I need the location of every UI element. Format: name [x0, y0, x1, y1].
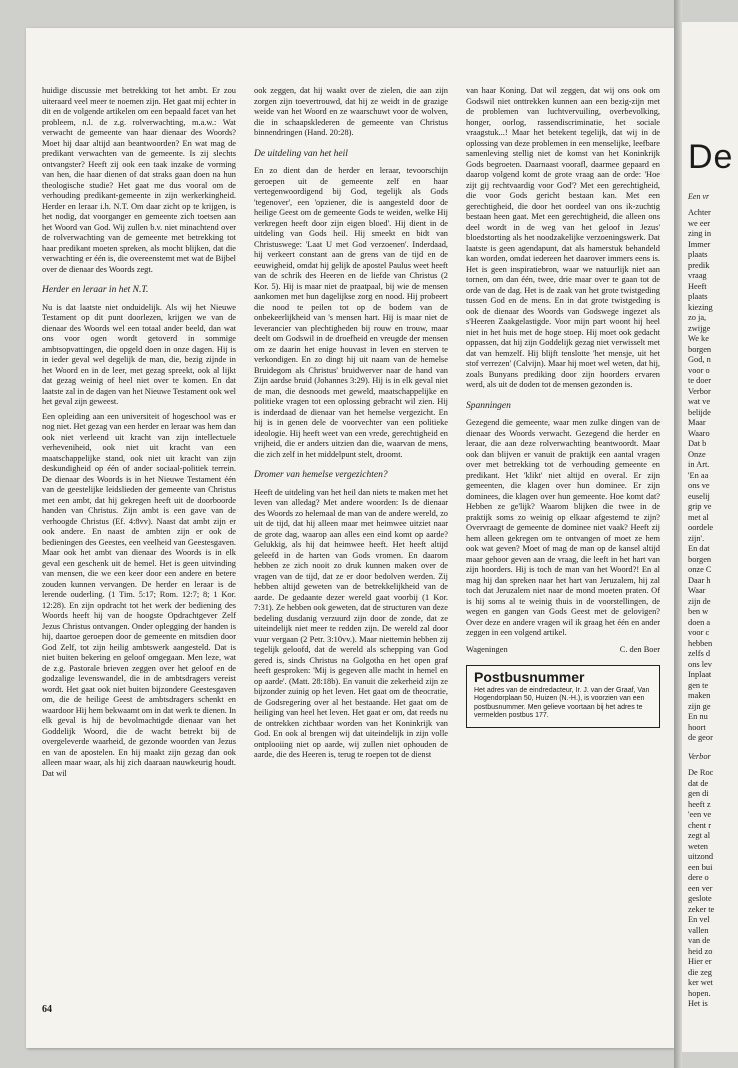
right-page-line: Heeft	[688, 281, 707, 291]
right-page-line: dere o	[688, 873, 709, 882]
paragraph: van haar Koning. Dat wil zeggen, dat wij ons ook om Godswil niet onttrekken kunnen aan een bezig-zijn met de problemen van luchtvervuiling, overbevolking, honger, oorlog, rassendiscriminatie, het sociale vraagstuk...! Maar het betekent tegelijk, dat wij in de oplossing van deze problemen in een menselijke, leefbare samenleving stellig niet de komst van het Koninkrijk Gods begroeten. Daarnaast voorafl, daarmee gepaard en daarop volgend komt de grote vraag aan de orde: 'Hoe zijt gij rechtvaardig voor God'? Met een gerechtigheid, die voor Gods gericht bestaan kan. Met een gerechtigheid, die door het oordeel van ons ik-zuchtig bestaan heen gaat. Met een gerechtigheid, die alleen ons deel wordt in de weg van het geloof in Jezus' bloedstorting als het noodzakelijke verzoeningswerk. Dat laatste is geen agendapunt, dat als hamerstuk behandeld kan worden, omdat iedereen het daarover immers eens is. Het is geen inspiratiebron, waar we natuurlijk niet aan tornen, om dan één, twee, drie maar over te gaan tot de orde van de dag. Het is de zaak van het grote twistgeding tussen God en de mens. En in dat grote twistgeding is ook de dienaar des Woords van Godswege ingezet als s'Heeren Zaakgelastigde. Voor mijn part woont hij heel niet in het huis met de hoge stoep. Hij moet ook gedacht oppassen, dat hij zijn Goddelijk gezag niet verwisselt met dat van hemzelf. Hij blijft tenslotte 'het mensje, uit het stof verrezen' (Calvijn). Maar hij moet wel weten, dat hij, zoals Bunyans prediking door zijn hoorders ervaren werd, als uit de doden tot de mensen gezonden is.	[466, 86, 660, 389]
article-column-2	[254, 86, 448, 765]
right-page-lines-2	[688, 768, 738, 1010]
right-page-line: zijn ge	[688, 701, 711, 711]
paragraph: Een opleiding aan een universiteit of hogeschool was er nog niet. Het gezag van een herder en leraar was hem dan ook niet verleend uit kracht van zijn intellectuele verheveniheid, ook niet uit kracht van een maatschappelijke stand, ook niet uit kracht van zijn deskundigheid op één of ander sociaal-politiek terrein. De dienaar des Woords is in het Nieuwe Testament één van de geestelijke leidslieden der gemeente van Christus met een ambt, dat hij gekregen heeft uit de doorboorde handen van Christus. Zijn ambt is een gave van de verhoogde Christus (Ef. 4:8vv). Naast dat ambt zijn er ook andere. En naast de ambten zijn er ook de bedieningen des Geestes, een veelheid van Geestesgaven. Maar ook het ambt van dienaar des Woords is in elk geval een geschenk uit de hemel. Het is geen uitvinding van mensen, die we een keer door een andere en betere zouden kunnen vervangen. De herder en leraar is de lerende ouderling. (1 Tim. 5:17; Rom. 12:7; 8; 1 Kor. 12:28). En zijn opdracht tot het werk der bediening des Woords heeft hij van de hoogste Opdrachtgever Zelf Jezus Christus ontvangen. Onder oplegging der handen is hij, daartoe geroepen door de gemeente en mitsdien door God Zelf, tot zijn heilig ambtswerk aangesteld. Dat is niet buiten bekering en geloof omgegaan. Men leze, wat de z.g. Pastorale brieven zeggen over het geloof en de godzalige levenswandel, die in de ambtsdragers vereist wordt. Het gaat ook niet buiten bijzondere Geestesgaven om, die de heilige Geest de ambtsdragers schenkt en waardoor Hij hem bekwaamt om in dat werk te dienen. In elk geval is hij de bevolmachtigde dienaar van het Goddelijk Woord, die de wacht betrekt bij de overgeleverde waarheid, de gezonde woorden van Jezus en van de apostelen. En hij maakt zijn gezag dan ook alleen maar waar, als hij zich daaraan nauwkeurig houdt. Dat wil	[42, 411, 236, 778]
right-page-line: zijn de	[688, 596, 711, 606]
right-page-line: 'een ve	[688, 810, 712, 819]
right-page-line: zo ja,	[688, 313, 707, 322]
notice-body: Het adres van de eindredacteur, Ir. J. van der Graaf, Van Hogendorplaan 50, Huizen (N.-H.), is voorzien van een postbusnummer. Men gelieve voortaan bij het adres te vermelden postbus 177.	[474, 686, 650, 719]
right-page-line: euselij	[688, 491, 710, 501]
right-page-line: ons lev	[688, 659, 712, 669]
right-page-line: zeker te	[688, 904, 715, 914]
right-page-line: chent r	[688, 820, 712, 830]
right-page-line: hopen.	[688, 988, 711, 998]
right-page-line: Hier er	[688, 957, 712, 966]
right-page-line: zijn'.	[688, 533, 705, 543]
right-page-line: Inplaat	[688, 670, 712, 679]
right-page-line: vraag	[688, 271, 707, 280]
right-page-line: De Roc	[688, 768, 714, 777]
right-page-line: borgen	[688, 344, 712, 354]
right-page-line: heeft z	[688, 799, 711, 809]
right-page-line: oordele	[688, 523, 714, 532]
right-page-line: Maar	[688, 418, 706, 427]
section-heading: Dromer van hemelse vergezichten?	[254, 470, 388, 480]
right-page-line: ons ve	[688, 481, 710, 490]
article-column-1	[42, 86, 236, 783]
right-page-line: gen te	[688, 680, 709, 690]
page-number: 64	[42, 1004, 52, 1015]
right-page-line: Verbor	[688, 386, 711, 396]
postbus-notice-box	[466, 665, 660, 728]
right-page-line: Het is	[688, 999, 708, 1008]
right-page-line: En vel	[688, 915, 710, 924]
signature-author: C. den Boer	[619, 644, 660, 654]
right-page-line: een bui	[688, 862, 713, 872]
section-heading: Herder en leraar in het N.T.	[42, 285, 149, 295]
right-page-line: plaats	[688, 292, 708, 301]
notice-title: Postbusnummer	[474, 669, 585, 685]
article-signature	[466, 645, 660, 656]
paragraph: En zo dient dan de herder en leraar, tevoorschijn geroepen uit de gemeente zelf en haar vertegenwoordigend bij God, tegelijk als Gods 'tegenover', een 'opziener, die is aangesteld door de heilige Geest om de gemeente Gods te weiden, welke Hij verkregen heeft door zijn eigen bloed'. Hij dient in de uitdeling van Gods heil. Hij smeekt en bidt van Christuswege: 'Laat U met God verzoenen'. Inderdaad, hij verkeert constant aan de grens van de tijd en de eeuwigheid, omdat hij gelijk de apostel Paulus weet heeft van de schrik des Heeren en de liefde van Christus (2 Kor. 5). Hij is maar niet de praatpaal, bij wie de mensen aankomen met hun dagelijkse zorg en nood. Hij probeert die nood te peilen tot op de bodem van de onbekeerlijkheid van 's mensen hart. Hij is maar niet de leverancier van plechtigheden bij rouw en trouw, maar deelt om Godswil in de droefheid en vreugde der mensen om ze daarin het enige houvast in leven en sterven te verkondigen. En zo dingt hij uit naam van de hemelse Bruidegom als Christus' bruidwerver naar de hand van Zijn aardse bruid (Johannes 3:29). Hij is in elk geval niet de man, die desnoods met geweld, maatschappelijke en politieke vragen tot een oplossing gebracht wil zien. Hij is inderdaad de dienaar van het hemelse vergezicht. En hij is in genen dele de voorvechter van een politieke ideologie. Hij heeft weet van een vrede, gerechtigheid en vrijheid, die er anders uitzien dan die, waarvan de mens, die zich zelf in het middelpunt stelt, droomt.	[254, 166, 448, 459]
right-page-line: dat de	[688, 778, 709, 788]
right-page-line: te doer	[688, 376, 712, 385]
signature-place: Wageningen	[466, 644, 508, 654]
right-page-line: wat ve	[688, 397, 711, 406]
right-page-line: voor o	[688, 365, 710, 375]
right-page-line: vallen	[688, 925, 709, 935]
right-page-line: Onze	[688, 449, 706, 459]
section-heading: Spanningen	[466, 400, 511, 411]
right-page-line: in Art.	[688, 460, 710, 469]
right-page-line: zwijge	[688, 323, 711, 333]
right-page-line: hoort	[688, 722, 706, 732]
right-page-subtitle: Een vr	[688, 192, 710, 201]
right-page-line: Waar	[688, 586, 706, 595]
right-page-line: maken	[688, 691, 711, 700]
right-page-line: zegt al	[688, 831, 711, 840]
article-column-3	[466, 86, 660, 728]
right-page-line: van de	[688, 936, 711, 945]
right-page-line: Waaro	[688, 428, 710, 438]
right-page-line: belijde	[688, 407, 711, 417]
right-page-line: ker wet	[688, 978, 713, 987]
right-page-line: geslote	[688, 894, 712, 903]
right-page-line: doen a	[688, 617, 711, 627]
right-page-line: Daar h	[688, 575, 711, 585]
magazine-page-right	[682, 22, 738, 1052]
right-page-line: met al	[688, 512, 709, 522]
right-page-line: onze C	[688, 565, 712, 574]
right-page-line: Achter	[688, 208, 711, 217]
right-page-line: weten	[688, 841, 708, 851]
right-page-text	[688, 208, 738, 1010]
paragraph: ook zeggen, dat hij waakt over de zielen, die aan zijn zorgen zijn toevertrouwd, dat hij ze weidt in de grazige weide van het Woord en ze waarschuwt voor de wolven, die in schaapsklederen de gemeente van Christus binnendringen (Hand. 20:28).	[254, 86, 448, 137]
right-page-line: En dat	[688, 544, 710, 553]
right-page-line: de geor	[688, 733, 713, 742]
right-page-line: grip ve	[688, 502, 712, 511]
right-page-line: heid zo	[688, 946, 713, 956]
right-page-line: ben w	[688, 607, 709, 616]
right-page-line: borgen	[688, 554, 712, 564]
paragraph: Gezegend die gemeente, waar men zulke dingen van de dienaar des Woords verwacht. Gezegend die herder en leraar, die aan deze rolverwachting beantwoordt. Maar ook dan blijven er vanuit de praktijk een aantal vragen over met betrekking tot de verhouding gemeente en predikant. Het 'klikt' niet altijd en overal. Er zijn gemeenten, die klagen over hun dominee. Er zijn dominees, die klagen over hun gemeente. Hoe komt dat? Hebben ze ge'lijk? Waarom blijken die twee in de praktijk soms zo weinig op elkaar afgestemd te zijn? Overvraagt de gemeente de dominee niet vaak? Heeft zij hem alleen gekregen om te ontvangen of moet ze hem ook wat geven? Moet of mag de man op de kansel altijd maar gehoor geven aan de vraag, die leeft in het hart van zijn hoorders. Hij is toch de man van het Woord?! En al mag hij dan spreken naar het hart van Jeruzalem, hij zal toch dat Jeruzalem niet naar de mond moeten praten. Of is hij soms al te weinig thuis in de voorstellingen, de wegen en gangen van Gods Geest met de gelovigen? Over deze en andere vragen wil ik graag het één en ander zeggen in een volgend artikel.	[466, 418, 660, 637]
paragraph: huidige discussie met betrekking tot het ambt. Er zou uiteraard veel meer te noemen zijn. Het gaat mij echter in dit en de volgende artikelen om een bepaald facet van het probleem, n.l. de z.g. rolverwachting, m.a.w.: Wat verwacht de gemeente van haar dienaar des Woords? Moet hij daar altijd aan beantwoorden? En wat mag de predikant verwachten van de gemeente. Is zij slechts ontvangster? Heeft zij ook een taak inzake de vorming van hen, die haar dienen of dat straks gaan doen na hun theologische studie? Het gaat me dus vooral om de verhouding predikant-gemeente in zijn werkerkingheid. Herder en leraar i.h. N.T. Om daar zicht op te krijgen, is het nodig, dat voorganger en gemeente zich toetsen aan het Woord van God. Wij zullen b.v. niet minachtend over de rolverwachting van de gemeente met betrekking tot haar predikant moeten spreken, als mocht blijken, dat die verwachting er één is, die overeenstemt met wat de Bijbel over de dienaar des Woords zegt.	[42, 86, 236, 274]
right-page-line: Immer	[688, 239, 711, 249]
right-page-line: een ver	[688, 883, 713, 893]
paragraph: Heeft de uitdeling van het heil dan niets te maken met het leven van alledag? Met andere woorden: Is de dienaar des Woords zo helemaal de man van de andere wereld, zo uit de tijd, dat hij alleen maar met heimwee uitziet naar de grote dag, waarop aan alles een eind komt op aarde? Gelukkig, als hij dat heimwee heeft. Het heeft altijd geleefd in de harten van Gods vromen. En daarom hebben ze zich nooit zo druk kunnen maken over de vragen van de tijd, dat ze er door bedolven werden. Zij hebben altijd geweten van de betrekkelijkheid van de aarde. De gedaante dezer wereld gaat voorbij (1 Kor. 7:31). Ze hebben ook geweten, dat de structuren van deze bedeling dusdanig verzuurd zijn door de zonde, dat ze uiteindelijk niet meer te redden zijn. De wereld zal door vuur vergaan (2 Petr. 3:10vv.). Maar niettemin hebben zij tegelijk geloofd, dat de wereld als schepping van God gered is, sinds Christus na Golgotha en het open graf heeft gesproken: 'Mij is gegeven alle macht in hemel en op aarde'. (Matt. 28:18b). En vanuit die zekerheid zijn ze bijzonder zuinig op het leven. Het gaat om de theocratie, de Godsregering over al het bestaande. Het gaat om de heiliging van heel het leven. Het gaat er om, dat reeds nu de ontrekken zichtbaar worden van het Koninkrijk van God. En ook al brengen wij dat uiteindelijk in zijn volle ontplooiing niet op aarde, wij zullen niet ophouden de aarde, die des Heeren is, terug te roepen tot de dienst	[254, 487, 448, 759]
right-page-line: Dat b	[688, 439, 707, 448]
right-page-line: zelfs d	[688, 649, 711, 658]
right-page-line: we eer	[688, 218, 711, 228]
right-page-line: plaats	[688, 250, 708, 259]
right-page-line: We ke	[688, 334, 709, 343]
right-page-line: hebben	[688, 638, 713, 648]
section-heading: De uitdeling van het heil	[254, 148, 348, 159]
book-gutter	[674, 0, 682, 1068]
right-page-line: 'En aa	[688, 470, 709, 480]
right-page-heading: Verbor	[688, 751, 711, 761]
right-page-lines-1	[688, 208, 738, 744]
right-page-line: God, n	[688, 355, 711, 364]
right-page-title: De	[688, 138, 734, 176]
right-page-line: uitzond	[688, 852, 714, 861]
paragraph: Nu is dat laatste niet onduidelijk. Als wij het Nieuwe Testament op dit punt doorlezen, krijgen we van de dienaar des Woords wel een totaal ander beeld, dan wat ons voor ogen wordt getoverd in sommige ambtsopvattingen, die opgeld doen in onze dagen. Hij is in ieder geval wel degelijk de man, die, bezig zijnde in het Woord en in de leer, met gezag spreekt, ook al lijkt dat gezag weinig of heel niet over te komen. En dat laatste zal in de dagen van het Nieuwe Testament ook wel het geval zijn geweest.	[42, 302, 236, 406]
right-page-line: die zeg	[688, 967, 712, 977]
right-page-line: zing in	[688, 229, 712, 238]
right-page-line: En nu	[688, 712, 708, 721]
right-page-line: gen di	[688, 789, 709, 798]
right-page-line: predik	[688, 260, 710, 270]
right-page-line: kiezing	[688, 302, 713, 312]
right-page-line: voor c	[688, 628, 710, 637]
